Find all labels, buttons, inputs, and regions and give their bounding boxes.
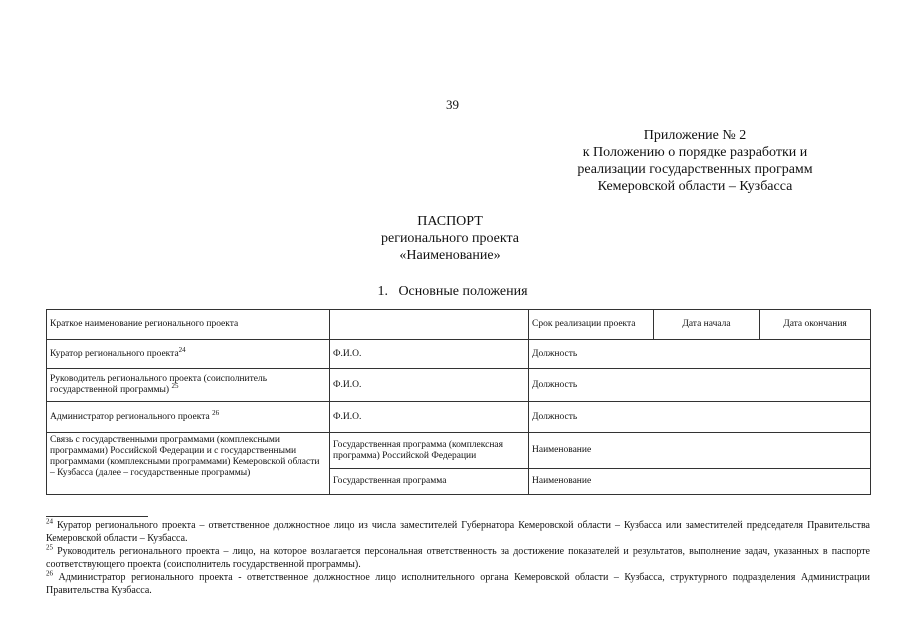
short-name-value: [330, 310, 529, 340]
curator-position: Должность: [529, 340, 871, 369]
short-name-label: Краткое наименование регионального проекта: [47, 310, 330, 340]
main-provisions-table: [46, 309, 871, 495]
footnote-text: Администратор регионального проекта - ответственное должностное лицо исполнительного органа Кемеровской области – Кузбасса, структурного подразделения Администрации Правительства Кузбасса.: [46, 572, 870, 596]
head-position: Должность: [529, 369, 871, 402]
footnotes: [46, 519, 870, 597]
curator-label: Куратор регионального проекта: [50, 348, 179, 359]
passport-title-block: [290, 213, 610, 264]
section-number: 1.: [377, 284, 388, 299]
section-heading: [0, 284, 905, 300]
footnote-24: [46, 519, 870, 545]
table-row: [47, 402, 871, 433]
passport-title: ПАСПОРТ: [417, 214, 483, 229]
footnote-text: Куратор регионального проекта – ответственное должностное лицо из числа заместителей Губернатора Кемеровской области – Кузбасса или заместителей председателя Правительства Кемеровской области – Кузбасса.: [46, 520, 870, 544]
start-date-label: Дата начала: [654, 310, 760, 340]
curator-label-cell: [47, 340, 330, 369]
term-label: Срок реализации проекта: [529, 310, 654, 340]
footnote-ref-24: 24: [178, 345, 186, 354]
head-label: Руководитель регионального проекта (соисполнитель государственной программы): [50, 374, 268, 395]
page-number: 39: [446, 97, 459, 112]
section-title: Основные положения: [398, 284, 528, 299]
admin-label-cell: [47, 402, 330, 433]
table-row: [47, 340, 871, 369]
table-row: [47, 433, 871, 469]
appendix-line-2: к Положению о порядке разработки и: [582, 145, 808, 160]
footnote-number: 24: [46, 517, 53, 526]
end-date-label: Дата окончания: [760, 310, 871, 340]
table-row: [47, 369, 871, 402]
appendix-line-1: Приложение № 2: [643, 128, 747, 143]
curator-name: Ф.И.О.: [330, 340, 529, 369]
appendix-header: [545, 127, 845, 195]
link-name-2: Наименование: [529, 469, 871, 495]
head-label-cell: [47, 369, 330, 402]
admin-label: Администратор регионального проекта: [50, 411, 210, 422]
footnote-ref-26: 26: [212, 408, 220, 417]
link-program-2: Государственная программа: [330, 469, 529, 495]
appendix-line-3: реализации государственных программ: [577, 162, 813, 177]
footnote-number: 26: [46, 569, 53, 578]
passport-project-name: «Наименование»: [399, 248, 501, 263]
table-row: [47, 310, 871, 340]
head-name: Ф.И.О.: [330, 369, 529, 402]
link-label: Связь с государственными программами (комплексными программами) Российской Федерации и с государственными программами (комплексными программами) Кемеровской области – Кузбасса (далее – государственные программы): [47, 433, 330, 495]
footnote-number: 25: [46, 543, 53, 552]
footnote-26: [46, 571, 870, 597]
footnote-separator: [46, 516, 148, 517]
passport-subtitle: регионального проекта: [380, 231, 520, 246]
footnote-ref-25: 25: [171, 381, 179, 390]
link-name-1: Наименование: [529, 433, 871, 469]
link-program-1: Государственная программа (комплексная программа) Российской Федерации: [330, 433, 529, 469]
footnote-25: [46, 545, 870, 571]
admin-position: Должность: [529, 402, 871, 433]
appendix-line-4: Кемеровской области – Кузбасса: [597, 179, 793, 194]
footnote-text: Руководитель регионального проекта – лицо, на которое возлагается персональная ответственность за достижение показателей и результатов, выполнение задач, указанных в паспорте соответствующего проекта (соисполнитель государственной программы).: [46, 546, 870, 570]
admin-name: Ф.И.О.: [330, 402, 529, 433]
